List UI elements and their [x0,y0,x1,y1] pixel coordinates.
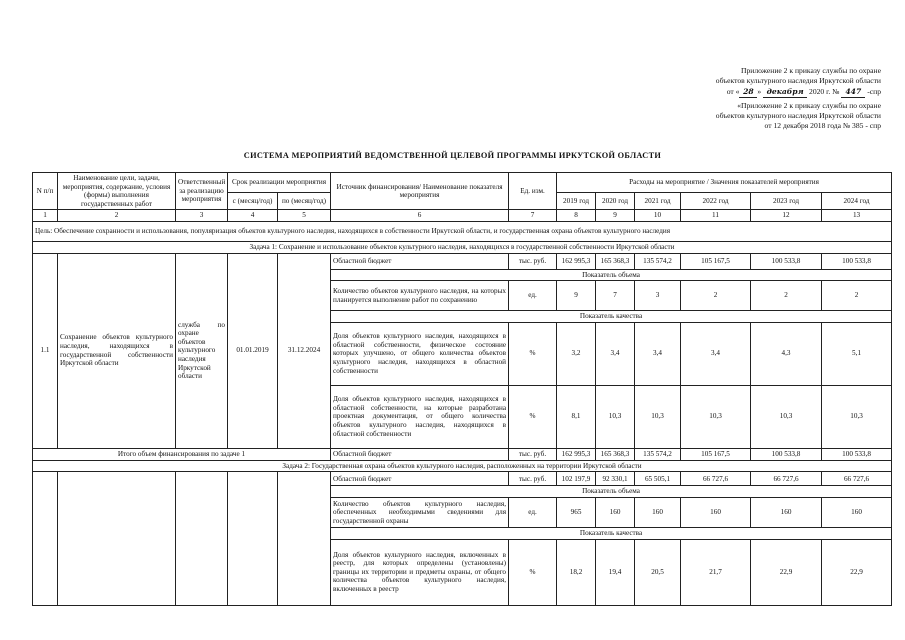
task1-total-label: Итого объем финансирования по задаче 1 [33,448,331,460]
indicator-value: 8,1 [557,385,596,448]
col-header-name: Наименование цели, задачи, мероприятия, содержание, условия (формы) выполнения государственных работ [58,173,176,210]
year-header: 2024 год [822,193,892,210]
budget-value: 66 727,6 [681,472,751,486]
total-value: 165 368,3 [596,448,635,460]
indicator-value: 10,3 [635,385,681,448]
budget-value: 92 330,1 [596,472,635,486]
total-value: 105 167,5 [681,448,751,460]
indicator-value: 2 [681,281,751,311]
handwritten-day: 28 [739,87,757,98]
col-header-from: с (месяц/год) [228,193,278,210]
header-line-2: объектов культурного наследия Иркутской области [715,76,881,86]
col-header-to: по (месяц/год) [278,193,331,210]
empty-cell [33,472,58,605]
budget-unit: тыс. руб. [509,253,557,269]
item-date-to: 31.12.2024 [278,253,331,448]
indicator-value: 21,7 [681,539,751,605]
document-title: СИСТЕМА МЕРОПРИЯТИЙ ВЕДОМСТВЕННОЙ ЦЕЛЕВОЙ ПРОГРАММЫ ИРКУТСКОЙ ОБЛАСТИ [243,151,662,160]
empty-cell [58,472,176,605]
empty-cell [278,472,331,605]
indicator-value: 160 [751,497,822,527]
col-header-num: N п/п [33,173,58,210]
indicator-unit: % [509,385,557,448]
indicator-value: 22,9 [822,539,892,605]
total-source: Областной бюджет [331,448,509,460]
total-value: 162 995,3 [557,448,596,460]
indicator-value: 3 [635,281,681,311]
indicator-value: 965 [557,497,596,527]
col-number: 8 [557,210,596,222]
indicator-value: 10,3 [681,385,751,448]
total-value: 135 574,2 [635,448,681,460]
indicator-unit: % [509,539,557,605]
indicator-value: 160 [681,497,751,527]
indicator-value: 19,4 [596,539,635,605]
indicator-value: 20,5 [635,539,681,605]
indicator-label: Доля объектов культурного наследия, находящихся в областной собственности, на которые разработана проектная документация, от общего количества объектов культурного наследия, находящихся в областной собственности [331,385,509,448]
col-number: 2 [58,210,176,222]
indicator-value: 10,3 [751,385,822,448]
col-number: 4 [228,210,278,222]
year-header: 2022 год [681,193,751,210]
volume-indicator-header: Показатель объема [331,269,892,281]
empty-cell [176,472,228,605]
indicator-value: 7 [596,281,635,311]
indicator-label: Количество объектов культурного наследия, обеспеченных необходимыми сведениями для государственной охраны [331,497,509,527]
col-header-source: Источник финансирования/ Наименование показателя мероприятия [331,173,509,210]
indicator-value: 5,1 [822,322,892,385]
total-unit: тыс. руб. [509,448,557,460]
handwritten-month: декабря [763,87,807,98]
goal-row: Цель: Обеспечение сохранности и использования, популяризация объектов культурного наследия, находящихся в собственности Иркутской области, и государственная охрана объектов культурного наследия [33,221,892,241]
empty-cell [228,472,278,605]
year-header: 2021 год [635,193,681,210]
indicator-unit: ед. [509,281,557,311]
indicator-value: 9 [557,281,596,311]
budget-value: 65 505,1 [635,472,681,486]
col-header-term: Срок реализации мероприятия [228,173,331,193]
budget-label: Областной бюджет [331,472,509,486]
item-number: 1.1 [33,253,58,448]
task1-title: Задача 1: Сохранение и использование объектов культурного наследия, находящихся в государственной собственности Иркутской области [33,241,892,253]
indicator-value: 160 [635,497,681,527]
budget-value: 102 197,9 [557,472,596,486]
col-number: 13 [822,210,892,222]
col-number: 3 [176,210,228,222]
col-header-expenses: Расходы на мероприятие / Значения показателей мероприятия [557,173,892,193]
col-number: 7 [509,210,557,222]
header-line-4: «Приложение 2 к приказу службы по охране [737,100,881,110]
indicator-value: 4,3 [751,322,822,385]
col-number: 9 [596,210,635,222]
indicator-value: 160 [822,497,892,527]
item-name: Сохранение объектов культурного наследия, находящихся в государственной собственности Иркутской области [58,253,176,448]
col-number: 12 [751,210,822,222]
indicator-value: 3,2 [557,322,596,385]
budget-unit: тыс. руб. [509,472,557,486]
indicator-value: 2 [751,281,822,311]
item-date-from: 01.01.2019 [228,253,278,448]
total-value: 100 533,8 [822,448,892,460]
indicator-value: 18,2 [557,539,596,605]
header-line-3: от « 28 » декабря 2020 г. № 447 -спр [651,87,881,98]
indicator-value: 2 [822,281,892,311]
indicator-value: 3,4 [681,322,751,385]
item-responsible: служба по охране объектов культурного наследия Иркутской области [176,253,228,448]
total-value: 100 533,8 [751,448,822,460]
indicator-unit: % [509,322,557,385]
col-header-resp: Ответственный за реализацию мероприятия [176,173,228,210]
task2-title: Задача 2: Государственная охрана объектов культурного наследия, расположенных на территории Иркутской области [33,460,892,472]
col-header-unit: Ед. изм. [509,173,557,210]
quality-indicator-header: Показатель качества [331,311,892,323]
quality-indicator-header: Показатель качества [331,527,892,539]
program-table [32,172,892,606]
budget-value: 165 368,3 [596,253,635,269]
budget-value: 135 574,2 [635,253,681,269]
indicator-label: Доля объектов культурного наследия, включенных в реестр, для которых определены (установлены) границы их территории и предметы охраны, от общего количества объектов культурного наследия, включенных в реестр [331,539,509,605]
document-header [651,66,881,132]
year-header: 2020 год [596,193,635,210]
col-number: 11 [681,210,751,222]
indicator-value: 10,3 [822,385,892,448]
year-header: 2019 год [557,193,596,210]
indicator-value: 3,4 [596,322,635,385]
budget-value: 100 533,8 [751,253,822,269]
col-number: 1 [33,210,58,222]
col-number: 5 [278,210,331,222]
budget-value: 162 995,3 [557,253,596,269]
budget-value: 100 533,8 [822,253,892,269]
budget-value: 66 727,6 [751,472,822,486]
year-header: 2023 год [751,193,822,210]
indicator-value: 10,3 [596,385,635,448]
budget-label: Областной бюджет [331,253,509,269]
header-line-6: от 12 декабря 2018 года № 385 - спр [764,121,881,131]
indicator-value: 3,4 [635,322,681,385]
budget-value: 105 167,5 [681,253,751,269]
budget-value: 66 727,6 [822,472,892,486]
header-line-5: объектов культурного наследия Иркутской области [715,111,881,121]
col-number: 10 [635,210,681,222]
header-line-1: Приложение 2 к приказу службы по охране [741,66,881,75]
col-number: 6 [331,210,509,222]
indicator-value: 160 [596,497,635,527]
indicator-unit: ед. [509,497,557,527]
indicator-value: 22,9 [751,539,822,605]
indicator-label: Количество объектов культурного наследия, на которых планируется выполнение работ по сохранению [331,281,509,311]
handwritten-number: 447 [841,87,865,98]
indicator-label: Доля объектов культурного наследия, находящихся в областной собственности, физическое состояние которых улучшено, от общего количества объектов культурного наследия, находящихся в областной собственности [331,322,509,385]
volume-indicator-header: Показатель объема [331,486,892,498]
